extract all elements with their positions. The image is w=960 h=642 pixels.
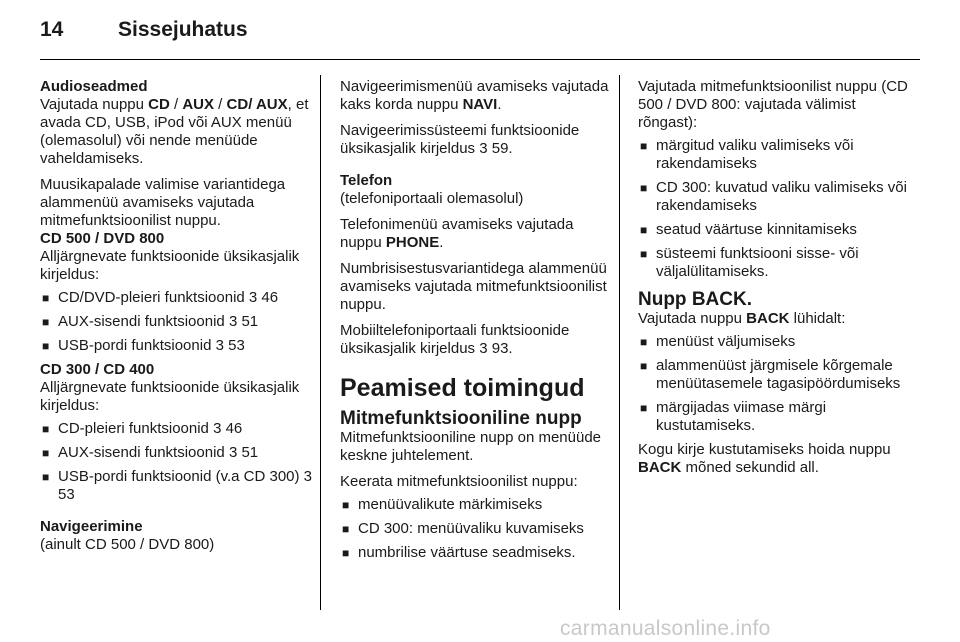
page-ref-link[interactable]: 3 53: [215, 337, 245, 354]
audio-heading: Audioseadmed: [40, 78, 148, 95]
back-paragraph-1: Vajutada nuppu BACK lühidalt:: [638, 310, 846, 327]
cd500-list: [40, 289, 312, 355]
list-item: ■ märgitud valiku valimiseks või rakendamiseks: [638, 137, 913, 173]
back-paragraph-2: Kogu kirje kustutamiseks hoida nuppu BACK mõned sekundid all.: [638, 441, 891, 476]
list-item: ■ süsteemi funktsiooni sisse- või väljalülitamiseks.: [638, 245, 913, 281]
watermark: carmanualsonline.info: [560, 617, 771, 640]
list-item: ■ AUX-sisendi funktsioonid 3 51: [40, 313, 312, 331]
column-divider-2: [619, 75, 620, 610]
section-heading: Peamised toimingud: [340, 374, 585, 402]
list-item: ■ menüüvalikute märkimiseks: [340, 496, 612, 514]
list-item: ■ CD/DVD-pleieri funktsioonid 3 46: [40, 289, 312, 307]
press-list: [638, 137, 913, 281]
page-ref-link[interactable]: 3 59.: [479, 140, 513, 157]
page-ref-link[interactable]: 3 51: [228, 313, 259, 330]
audio-paragraph-2: Muusikapalade valimise variantidega alammenüü avamiseks vajutada mitmefunktsioonilist nuppu.: [40, 176, 286, 229]
list-item: ■ AUX-sisendi funktsioonid 3 51: [40, 444, 312, 462]
subsection-heading: Mitmefunktsiooniline nupp: [340, 408, 582, 429]
header-divider: [40, 59, 920, 60]
telefon-heading: Telefon: [340, 172, 393, 189]
list-item: ■ CD 300: kuvatud valiku valimiseks või rakendamiseks: [638, 179, 913, 215]
page-ref-link[interactable]: 3 53: [58, 468, 313, 503]
page-ref-link[interactable]: 3 51: [228, 444, 259, 461]
knob-paragraph-2: Keerata mitmefunktsioonilist nuppu:: [340, 473, 578, 490]
list-item: ■ USB-pordi funktsioonid 3 53: [40, 337, 312, 355]
column-1: [40, 78, 312, 554]
nav-heading: Navigeerimine: [40, 518, 143, 535]
telefon-paragraph-4: Mobiiltelefoniportaali funktsioonide üksikasjalik kirjeldus 3 93.: [340, 322, 570, 357]
cd300-list: [40, 420, 312, 504]
page-number: 14: [40, 18, 64, 41]
cd300-intro: Alljärgnevate funktsioonide üksikasjalik kirjeldus:: [40, 379, 300, 414]
nav-note: (ainult CD 500 / DVD 800): [40, 536, 215, 553]
column-divider-1: [320, 75, 321, 610]
page-ref-link[interactable]: 3 46: [213, 420, 243, 437]
nav-paragraph-2: Navigeerimissüsteemi funktsioonide üksikasjalik kirjeldus 3 59.: [340, 122, 580, 157]
list-item: ■ menüüst väljumiseks: [638, 333, 913, 351]
list-item: ■ CD-pleieri funktsioonid 3 46: [40, 420, 312, 438]
cd500-heading: CD 500 / DVD 800: [40, 230, 165, 247]
cd500-intro: Alljärgnevate funktsioonide üksikasjalik kirjeldus:: [40, 248, 300, 283]
list-item: ■ märgijadas viimase märgi kustutamiseks.: [638, 399, 913, 435]
page-ref-link[interactable]: 3 46: [248, 289, 279, 306]
telefon-paragraph-1: (telefoniportaali olemasolul): [340, 190, 524, 207]
page-title: Sissejuhatus: [118, 18, 248, 41]
list-item: ■ USB-pordi funktsioonid (v.a CD 300) 3 53: [40, 468, 312, 504]
nav-paragraph-1: Navigeerimismenüü avamiseks vajutada kaks korda nuppu NAVI.: [340, 78, 609, 113]
page-header: [40, 18, 920, 62]
press-paragraph: Vajutada mitmefunktsioonilist nuppu (CD 500 / DVD 800: vajutada välimist rõngast):: [638, 78, 908, 131]
column-3: [638, 78, 913, 477]
column-2: [340, 78, 612, 568]
list-item: ■ numbrilise väärtuse seadmiseks.: [340, 544, 612, 562]
knob-list: [340, 496, 612, 562]
cd300-heading: CD 300 / CD 400: [40, 361, 155, 378]
audio-paragraph-1: Vajutada nuppu CD / AUX / CD/ AUX, et avada CD, USB, iPod või AUX menüü (olemasolul) või nende menüüde vaheldamiseks.: [40, 96, 309, 167]
list-item: ■ seatud väärtuse kinnitamiseks: [638, 221, 913, 239]
telefon-paragraph-3: Numbrisisestusvariantidega alammenüü avamiseks vajutada mitmefunktsioonilist nuppu.: [340, 260, 607, 313]
page-ref-link[interactable]: 3 93.: [479, 340, 513, 357]
list-item: ■ CD 300: menüüvaliku kuvamiseks: [340, 520, 612, 538]
telefon-paragraph-2: Telefonimenüü avamiseks vajutada nuppu PHONE.: [340, 216, 574, 251]
back-heading: Nupp BACK.: [638, 289, 752, 310]
back-list: [638, 333, 913, 435]
list-item: ■ alammenüüst järgmisele kõrgemale menüütasemele tagasipöördumiseks: [638, 357, 913, 393]
knob-paragraph-1: Mitmefunktsiooniline nupp on menüüde keskne juhtelement.: [340, 429, 601, 464]
